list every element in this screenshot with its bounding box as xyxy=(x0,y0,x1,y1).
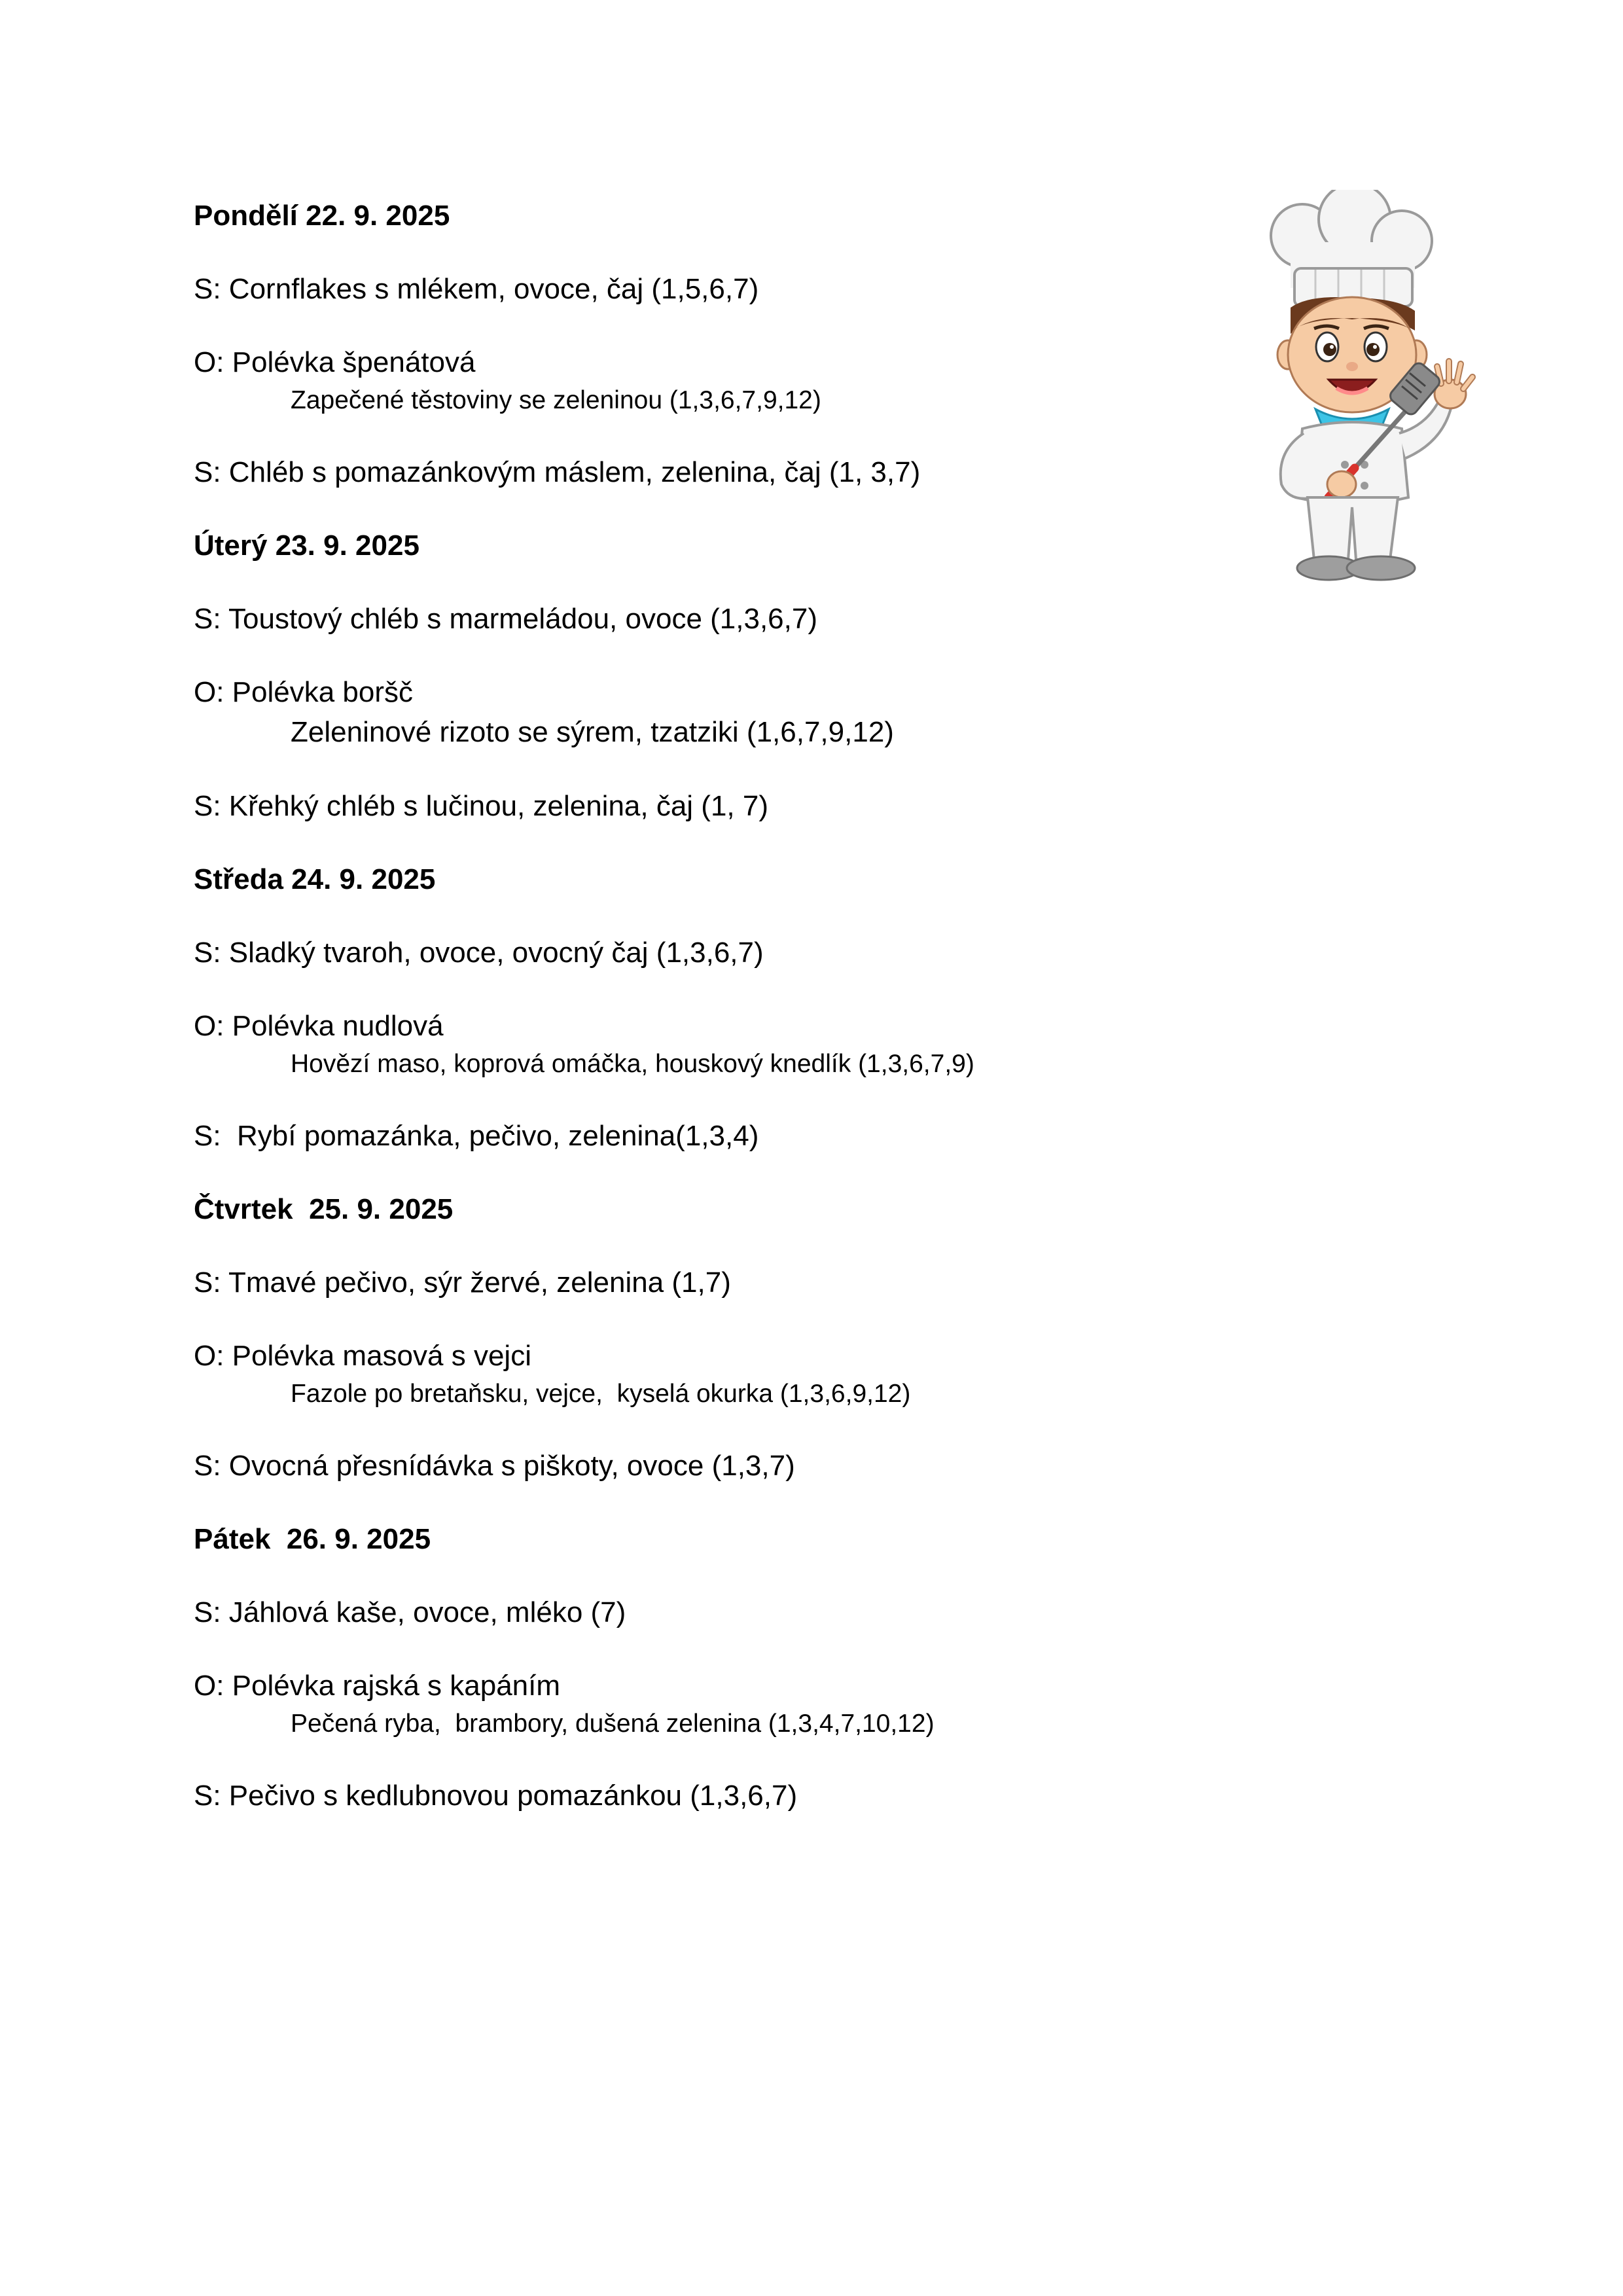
lunch-main-course: Hovězí maso, koprová omáčka, houskový knedlík (1,3,6,7,9) xyxy=(291,1050,974,1078)
lunch-soup: O: Polévka nudlová xyxy=(194,1010,444,1042)
lunch-main-course: Pečená ryba, brambory, dušená zelenina (1,3,4,7,10,12) xyxy=(291,1710,935,1738)
lunch-soup: O: Polévka špenátová xyxy=(194,346,476,378)
day-section-tuesday xyxy=(194,526,1306,826)
lunch xyxy=(194,673,1306,753)
morning-snack: S: Cornflakes s mlékem, ovoce, čaj (1,5,6,7) xyxy=(194,273,759,305)
lunch xyxy=(194,1336,1306,1412)
lunch-soup: O: Polévka boršč xyxy=(194,676,414,708)
waving-hand-icon xyxy=(1435,361,1472,408)
morning-snack: S: Tmavé pečivo, sýr žervé, zelenina (1,7) xyxy=(194,1266,731,1299)
day-section-monday xyxy=(194,196,1306,492)
morning-snack: S: Sladký tvaroh, ovoce, ovocný čaj (1,3,6,7) xyxy=(194,937,764,969)
lunch-soup: O: Polévka masová s vejci xyxy=(194,1340,531,1372)
afternoon-snack: S: Ovocná přesnídávka s piškoty, ovoce (1,3,7) xyxy=(194,1450,795,1482)
lunch xyxy=(194,1666,1306,1742)
day-title: Čtvrtek 25. 9. 2025 xyxy=(194,1193,454,1225)
morning-snack: S: Toustový chléb s marmeládou, ovoce (1,3,6,7) xyxy=(194,603,818,635)
afternoon-snack: S: Chléb s pomazánkovým máslem, zelenina, čaj (1, 3,7) xyxy=(194,456,921,488)
day-title: Pátek 26. 9. 2025 xyxy=(194,1523,431,1555)
day-section-friday xyxy=(194,1520,1306,1816)
day-section-wednesday xyxy=(194,860,1306,1156)
weekly-menu xyxy=(194,196,1306,1850)
chef-cartoon-icon xyxy=(1230,190,1479,596)
lunch xyxy=(194,343,1306,419)
day-title: Pondělí 22. 9. 2025 xyxy=(194,200,450,232)
afternoon-snack: S: Rybí pomazánka, pečivo, zelenina(1,3,4) xyxy=(194,1120,759,1152)
lunch-main-course: Zeleninové rizoto se sýrem, tzatziki (1,6,7,9,12) xyxy=(291,716,894,748)
lunch-main-course: Zapečené těstoviny se zeleninou (1,3,6,7,9,12) xyxy=(291,386,821,414)
lunch xyxy=(194,1007,1306,1083)
lunch-main-course: Fazole po bretaňsku, vejce, kyselá okurka (1,3,6,9,12) xyxy=(291,1380,911,1408)
afternoon-snack: S: Křehký chléb s lučinou, zelenina, čaj (1, 7) xyxy=(194,790,769,822)
lunch-soup: O: Polévka rajská s kapáním xyxy=(194,1670,561,1702)
day-section-thursday xyxy=(194,1190,1306,1486)
day-title: Úterý 23. 9. 2025 xyxy=(194,529,419,562)
day-title: Středa 24. 9. 2025 xyxy=(194,863,436,895)
chef-hat-icon xyxy=(1271,190,1432,306)
morning-snack: S: Jáhlová kaše, ovoce, mléko (7) xyxy=(194,1596,626,1628)
afternoon-snack: S: Pečivo s kedlubnovou pomazánkou (1,3,6,7) xyxy=(194,1780,798,1812)
